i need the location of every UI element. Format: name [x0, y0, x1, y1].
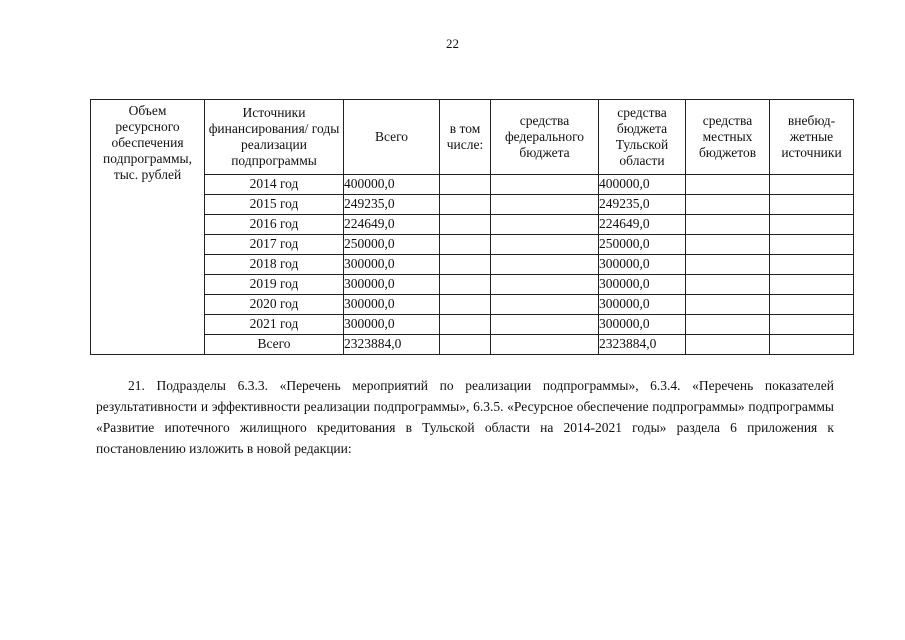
regional-cell: 300000,0: [599, 275, 686, 295]
federal-cell: [491, 195, 599, 215]
regional-cell: 300000,0: [599, 255, 686, 275]
regional-cell: 224649,0: [599, 215, 686, 235]
offbudget-cell: [770, 255, 854, 275]
year-cell: 2020 год: [205, 295, 344, 315]
paragraph-21: [96, 375, 834, 459]
table-header-row: [91, 100, 854, 175]
table-row: [91, 315, 854, 335]
total-cell: 300000,0: [344, 315, 440, 335]
year-cell: 2015 год: [205, 195, 344, 215]
header-local: средства местных бюджетов: [686, 100, 770, 175]
offbudget-cell: [770, 235, 854, 255]
resource-volume-cell: [91, 100, 205, 355]
including-cell: [440, 255, 491, 275]
offbudget-cell: [770, 175, 854, 195]
offbudget-cell: [770, 275, 854, 295]
local-cell: [686, 175, 770, 195]
offbudget-cell: [770, 215, 854, 235]
table-total-row: [91, 335, 854, 355]
year-cell: 2019 год: [205, 275, 344, 295]
offbudget-cell: [770, 335, 854, 355]
regional-cell: 250000,0: [599, 235, 686, 255]
table-row: [91, 195, 854, 215]
including-cell: [440, 275, 491, 295]
total-cell: 400000,0: [344, 175, 440, 195]
total-cell: 224649,0: [344, 215, 440, 235]
year-cell: 2017 год: [205, 235, 344, 255]
year-cell: 2014 год: [205, 175, 344, 195]
local-cell: [686, 275, 770, 295]
federal-cell: [491, 215, 599, 235]
offbudget-cell: [770, 295, 854, 315]
local-cell: [686, 235, 770, 255]
offbudget-cell: [770, 195, 854, 215]
header-regional: средства бюджета Тульской области: [599, 100, 686, 175]
including-cell: [440, 315, 491, 335]
table-row: [91, 295, 854, 315]
federal-cell: [491, 235, 599, 255]
local-cell: [686, 295, 770, 315]
resource-volume-line: ресурсного: [115, 119, 180, 134]
including-cell: [440, 195, 491, 215]
regional-cell: 2323884,0: [599, 335, 686, 355]
including-cell: [440, 295, 491, 315]
funding-table: [90, 99, 854, 355]
federal-cell: [491, 275, 599, 295]
resource-volume-line: Объем: [128, 103, 167, 118]
resource-volume-line: тыс. рублей: [113, 167, 182, 182]
header-federal: средства федерального бюджета: [491, 100, 599, 175]
total-cell: 300000,0: [344, 275, 440, 295]
table-row: [91, 255, 854, 275]
including-cell: [440, 175, 491, 195]
local-cell: [686, 195, 770, 215]
total-cell: 300000,0: [344, 295, 440, 315]
local-cell: [686, 255, 770, 275]
paragraph-text: 21. Подразделы 6.3.3. «Перечень мероприятий по реализации подпрограммы», 6.3.4. «Перечень показателей результативности и эффективности реализации подпрограммы», 6.3.5. «Ресурсное обеспечение подпрограммы» подпрограммы «Развитие ипотечного жилищного кредитования в Тульской области на 2014-2021 годы» раздела 6 приложения к постановлению изложить в новой редакции:: [96, 378, 834, 456]
local-cell: [686, 315, 770, 335]
regional-cell: 249235,0: [599, 195, 686, 215]
total-cell: 300000,0: [344, 255, 440, 275]
year-cell: 2021 год: [205, 315, 344, 335]
federal-cell: [491, 295, 599, 315]
table-row: [91, 175, 854, 195]
total-cell: 2323884,0: [344, 335, 440, 355]
federal-cell: [491, 315, 599, 335]
including-cell: [440, 215, 491, 235]
regional-cell: 300000,0: [599, 315, 686, 335]
table-row: [91, 275, 854, 295]
header-sources: Источники финансирования/ годы реализации подпрограммы: [205, 100, 344, 175]
federal-cell: [491, 335, 599, 355]
federal-cell: [491, 175, 599, 195]
local-cell: [686, 215, 770, 235]
total-cell: 250000,0: [344, 235, 440, 255]
including-cell: [440, 235, 491, 255]
table-row: [91, 215, 854, 235]
including-cell: [440, 335, 491, 355]
year-cell: 2016 год: [205, 215, 344, 235]
total-cell: 249235,0: [344, 195, 440, 215]
page-number: 22: [446, 36, 459, 51]
regional-cell: 300000,0: [599, 295, 686, 315]
header-including: в том числе:: [440, 100, 491, 175]
regional-cell: 400000,0: [599, 175, 686, 195]
header-offbudget: внебюд-жетные источники: [770, 100, 854, 175]
federal-cell: [491, 255, 599, 275]
resource-volume-line: обеспечения: [111, 135, 184, 150]
year-cell: 2018 год: [205, 255, 344, 275]
local-cell: [686, 335, 770, 355]
table-row: [91, 235, 854, 255]
offbudget-cell: [770, 315, 854, 335]
year-cell: Всего: [205, 335, 344, 355]
header-total: Всего: [344, 100, 440, 175]
resource-volume-line: подпрограммы,: [103, 151, 192, 166]
